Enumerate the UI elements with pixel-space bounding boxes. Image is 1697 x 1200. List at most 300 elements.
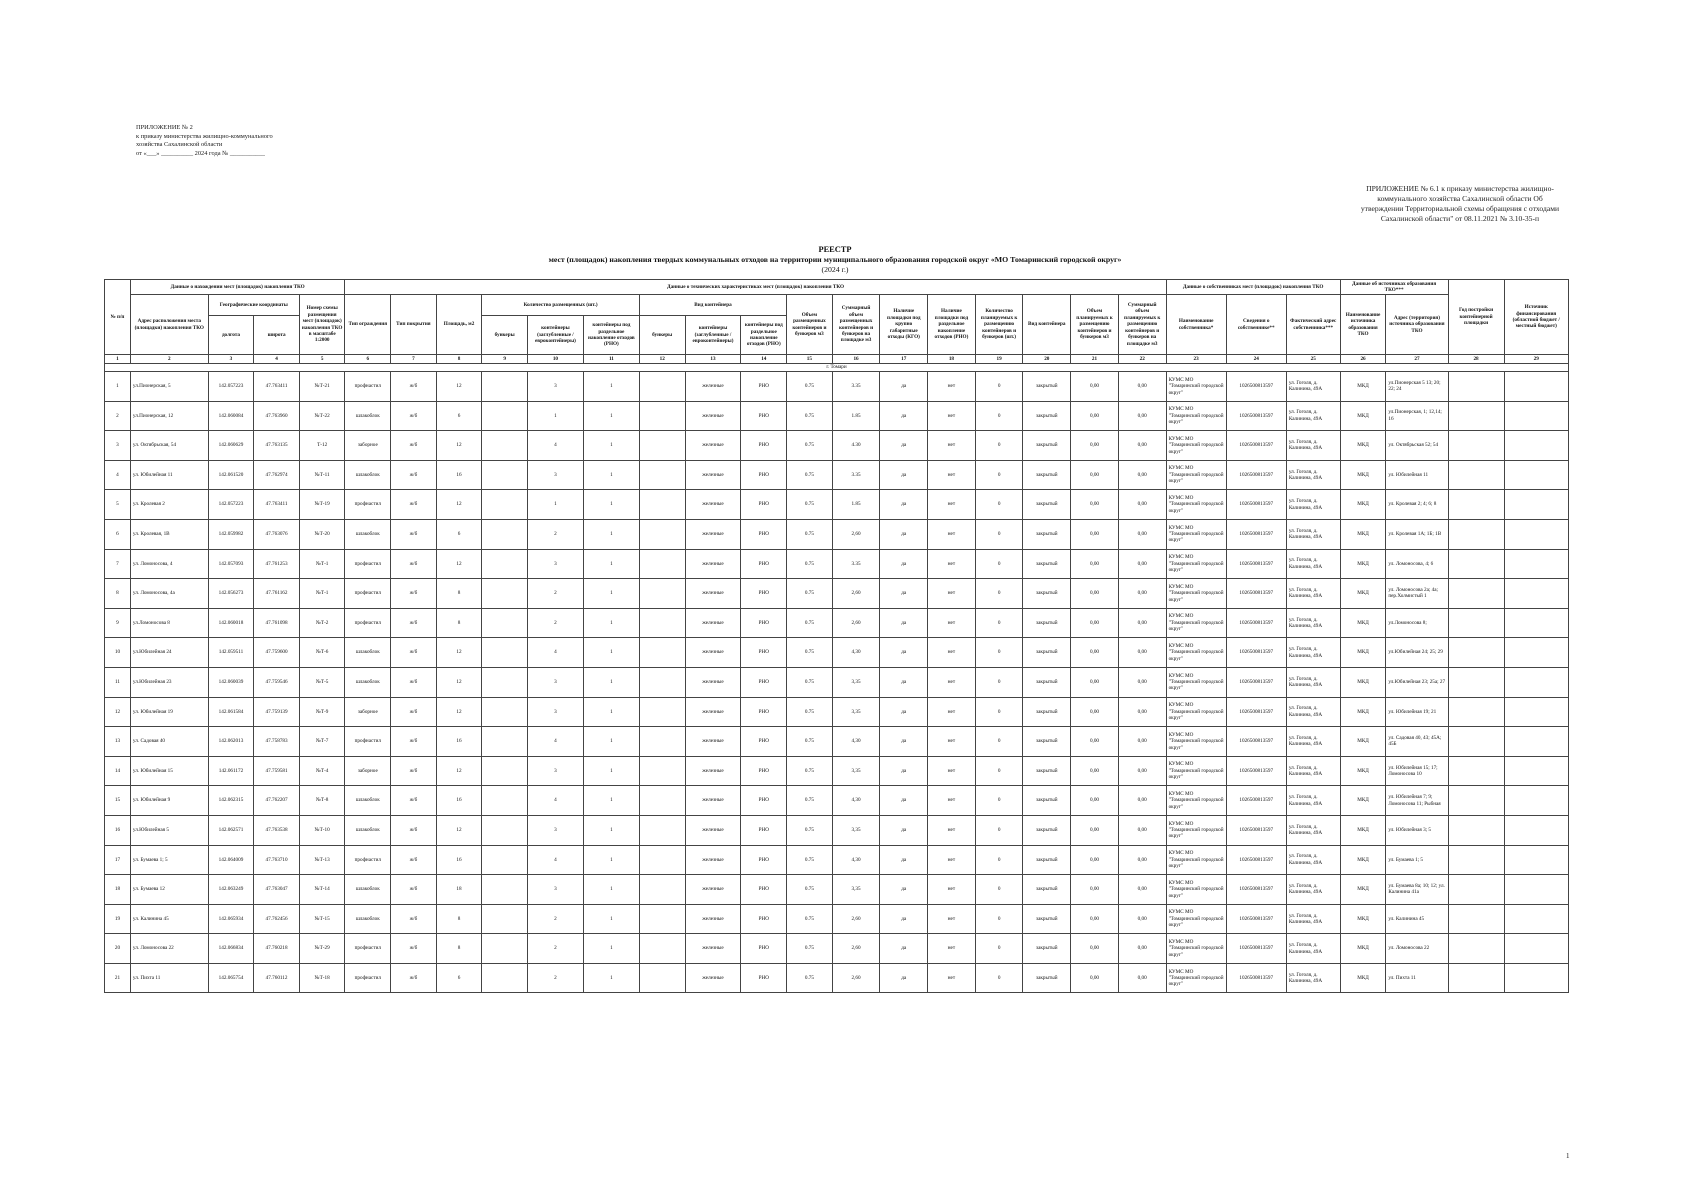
header-kind-bunkers: бункеры [639, 316, 685, 355]
header-planned-qty: Количество планируемых к размещению контейнеров и бункеров (шт.) [975, 295, 1023, 355]
planned-volume-cell: 0,00 [1071, 401, 1119, 431]
owner-name-cell: КУМС МО "Томаринский городской округ" [1166, 756, 1226, 786]
table-row [105, 579, 1569, 609]
owner-address-cell: ул. Гоголя, д. Калинина, 49А [1286, 667, 1340, 697]
container-type-cell: закрытый [1023, 815, 1071, 845]
container-type-cell: закрытый [1023, 460, 1071, 490]
scheme-cell: №Т-20 [299, 519, 345, 549]
bunkers-cell [482, 756, 528, 786]
planned-volume-cell: 0,00 [1071, 786, 1119, 816]
planned-volume-cell: 0,00 [1071, 638, 1119, 668]
planned-volume-cell: 0,00 [1071, 372, 1119, 402]
source-address-cell: ул.Юбилейная 23; 25а; 27 [1386, 667, 1448, 697]
owner-address-cell: ул. Гоголя, д. Калинина, 49А [1286, 904, 1340, 934]
planned-qty-cell: 0 [975, 579, 1023, 609]
kind-bunkers-cell [639, 667, 685, 697]
owner-address-cell: ул. Гоголя, д. Калинина, 49А [1286, 638, 1340, 668]
kgo-cell: да [880, 875, 928, 905]
total-volume-cell: 3,35 [832, 875, 880, 905]
header-volume: Объем размещенных контейнеров и бункеров м3 [787, 295, 833, 355]
scheme-cell: №Т-14 [299, 875, 345, 905]
bunkers-cell [482, 401, 528, 431]
latitude-cell: 47.763960 [254, 401, 300, 431]
planned-volume-cell: 0,00 [1071, 756, 1119, 786]
owner-name-cell: КУМС МО "Томаринский городской округ" [1166, 963, 1226, 993]
longitude-cell: 142.064009 [208, 845, 254, 875]
volume-cell: 0.75 [787, 815, 833, 845]
year-cell [1448, 845, 1504, 875]
volume-cell: 0.75 [787, 934, 833, 964]
row-number: 9 [105, 608, 131, 638]
table-row [105, 401, 1569, 431]
rno-kind-cell: РНО [741, 579, 787, 609]
scheme-cell: №Т-29 [299, 934, 345, 964]
source-name-cell: МКД [1340, 727, 1386, 757]
latitude-cell: 47.762974 [254, 460, 300, 490]
planned-qty-cell: 0 [975, 875, 1023, 905]
source-name-cell: МКД [1340, 815, 1386, 845]
fence-type-cell: шлакоблок [345, 638, 391, 668]
owner-info-cell: 1026500813597 [1226, 608, 1286, 638]
kind-bunkers-cell [639, 431, 685, 461]
city-row [105, 364, 1569, 372]
container-kind-cell: железные [685, 519, 741, 549]
funding-cell [1504, 460, 1568, 490]
planned-total-cell: 0,00 [1118, 490, 1166, 520]
cover-type-cell: ж/б [391, 845, 437, 875]
rno-kind-cell: РНО [741, 756, 787, 786]
latitude-cell: 47.763411 [254, 372, 300, 402]
owner-address-cell: ул. Гоголя, д. Калинина, 49А [1286, 786, 1340, 816]
owner-name-cell: КУМС МО "Томаринский городской округ" [1166, 638, 1226, 668]
header-address: Адрес расположения места (площадки) накопления ТКО [130, 295, 208, 355]
address-cell: ул.Юбилейная 5 [130, 815, 208, 845]
owner-name-cell: КУМС МО "Томаринский городской округ" [1166, 727, 1226, 757]
registry-body [105, 364, 1569, 993]
rno-kind-cell: РНО [741, 934, 787, 964]
kgo-cell: да [880, 549, 928, 579]
column-number: 19 [975, 355, 1023, 364]
planned-volume-cell: 0,00 [1071, 727, 1119, 757]
containers-count-cell: 3 [527, 875, 583, 905]
year-cell [1448, 431, 1504, 461]
area-cell: 12 [436, 638, 482, 668]
column-number: 11 [583, 355, 639, 364]
latitude-cell: 47.762456 [254, 904, 300, 934]
column-number: 27 [1386, 355, 1448, 364]
owner-address-cell: ул. Гоголя, д. Калинина, 49А [1286, 727, 1340, 757]
row-number: 16 [105, 815, 131, 845]
address-cell: ул. Садовая 40 [130, 727, 208, 757]
fence-type-cell: заборное [345, 697, 391, 727]
longitude-cell: 142.059982 [208, 519, 254, 549]
planned-qty-cell: 0 [975, 638, 1023, 668]
scheme-cell: №Т-15 [299, 904, 345, 934]
address-cell: ул.Пионерская, 12 [130, 401, 208, 431]
planned-volume-cell: 0,00 [1071, 460, 1119, 490]
source-name-cell: МКД [1340, 934, 1386, 964]
rno-count-cell: 1 [583, 756, 639, 786]
owner-name-cell: КУМС МО "Томаринский городской округ" [1166, 845, 1226, 875]
volume-cell: 0.75 [787, 727, 833, 757]
longitude-cell: 142.060629 [208, 431, 254, 461]
kgo-cell: да [880, 519, 928, 549]
planned-volume-cell: 0,00 [1071, 608, 1119, 638]
planned-total-cell: 0,00 [1118, 786, 1166, 816]
column-number: 22 [1118, 355, 1166, 364]
owner-address-cell: ул. Гоголя, д. Калинина, 49А [1286, 934, 1340, 964]
container-kind-cell: железные [685, 963, 741, 993]
containers-count-cell: 2 [527, 904, 583, 934]
total-volume-cell: 3,35 [832, 756, 880, 786]
rno-kind-cell: РНО [741, 667, 787, 697]
address-cell: ул. Октябрьская, 54 [130, 431, 208, 461]
planned-total-cell: 0,00 [1118, 815, 1166, 845]
source-address-cell: ул.Ломоносова 8; [1386, 608, 1448, 638]
container-type-cell: закрытый [1023, 845, 1071, 875]
source-address-cell: ул. Октябрьская 52; 54 [1386, 431, 1448, 461]
source-name-cell: МКД [1340, 519, 1386, 549]
planned-volume-cell: 0,00 [1071, 667, 1119, 697]
rno-count-cell: 1 [583, 549, 639, 579]
rno-count-cell: 1 [583, 786, 639, 816]
header-kgo: Наличие площадки под крупно габаритные отходы (КГО) [880, 295, 928, 355]
funding-cell [1504, 875, 1568, 905]
column-number: 4 [254, 355, 300, 364]
kgo-cell: да [880, 431, 928, 461]
rno-count-cell: 1 [583, 372, 639, 402]
longitude-cell: 142.062315 [208, 786, 254, 816]
scheme-cell: №Т-11 [299, 460, 345, 490]
planned-qty-cell: 0 [975, 431, 1023, 461]
owner-name-cell: КУМС МО "Томаринский городской округ" [1166, 875, 1226, 905]
planned-volume-cell: 0,00 [1071, 875, 1119, 905]
latitude-cell: 47.760112 [254, 963, 300, 993]
column-number-row [105, 355, 1569, 364]
rno-area-cell: нет [928, 608, 976, 638]
owner-name-cell: КУМС МО "Томаринский городской округ" [1166, 815, 1226, 845]
kgo-cell: да [880, 401, 928, 431]
kgo-cell: да [880, 756, 928, 786]
owner-info-cell: 1026500813597 [1226, 490, 1286, 520]
container-type-cell: закрытый [1023, 667, 1071, 697]
address-cell: ул. Ломоносова, 4 [130, 549, 208, 579]
volume-cell: 0.75 [787, 490, 833, 520]
row-number: 15 [105, 786, 131, 816]
address-cell: ул. Юбилейная 15 [130, 756, 208, 786]
address-cell: ул. Юбилейная 11 [130, 460, 208, 490]
area-cell: 6 [436, 519, 482, 549]
kgo-cell: да [880, 963, 928, 993]
rno-count-cell: 1 [583, 460, 639, 490]
funding-cell [1504, 431, 1568, 461]
bunkers-cell [482, 431, 528, 461]
kgo-cell: да [880, 638, 928, 668]
source-address-cell: ул. Пихта 11 [1386, 963, 1448, 993]
rno-count-cell: 1 [583, 490, 639, 520]
containers-count-cell: 2 [527, 579, 583, 609]
cover-type-cell: ж/б [391, 697, 437, 727]
planned-volume-cell: 0,00 [1071, 963, 1119, 993]
fence-type-cell: шлакоблок [345, 815, 391, 845]
volume-cell: 0.75 [787, 963, 833, 993]
bunkers-cell [482, 727, 528, 757]
source-address-cell: ул. Юбилейная 3; 5 [1386, 815, 1448, 845]
area-cell: 8 [436, 579, 482, 609]
container-kind-cell: железные [685, 638, 741, 668]
planned-qty-cell: 0 [975, 460, 1023, 490]
planned-total-cell: 0,00 [1118, 431, 1166, 461]
table-row [105, 727, 1569, 757]
longitude-cell: 142.063249 [208, 875, 254, 905]
kind-bunkers-cell [639, 786, 685, 816]
source-address-cell: ул. Ломоносова 22 [1386, 934, 1448, 964]
scheme-cell: Т-12 [299, 431, 345, 461]
rno-area-cell: нет [928, 372, 976, 402]
column-number: 6 [345, 355, 391, 364]
rno-count-cell: 1 [583, 875, 639, 905]
owner-info-cell: 1026500813597 [1226, 697, 1286, 727]
containers-count-cell: 4 [527, 431, 583, 461]
column-number: 15 [787, 355, 833, 364]
fence-type-cell: профнастил [345, 963, 391, 993]
latitude-cell: 47.759546 [254, 667, 300, 697]
containers-count-cell: 4 [527, 786, 583, 816]
fence-type-cell: шлакоблок [345, 519, 391, 549]
planned-total-cell: 0,00 [1118, 372, 1166, 402]
rno-area-cell: нет [928, 519, 976, 549]
source-address-cell: ул. Юбилейная 15; 17; Ломоносова 10 [1386, 756, 1448, 786]
container-kind-cell: железные [685, 815, 741, 845]
year-cell [1448, 490, 1504, 520]
header-total-volume: Суммарный объем размещенных контейнеров и бункеров на площадке м3 [832, 295, 880, 355]
owner-name-cell: КУМС МО "Томаринский городской округ" [1166, 608, 1226, 638]
rno-area-cell: нет [928, 697, 976, 727]
table-row [105, 845, 1569, 875]
owner-address-cell: ул. Гоголя, д. Калинина, 49А [1286, 460, 1340, 490]
volume-cell: 0.75 [787, 460, 833, 490]
bunkers-cell [482, 460, 528, 490]
volume-cell: 0.75 [787, 697, 833, 727]
latitude-cell: 47.761098 [254, 608, 300, 638]
funding-cell [1504, 401, 1568, 431]
header-right-line: утверждении Территориальной схемы обращения с отходами [1360, 204, 1560, 213]
year-cell [1448, 904, 1504, 934]
rno-count-cell: 1 [583, 845, 639, 875]
volume-cell: 0.75 [787, 904, 833, 934]
cover-type-cell: ж/б [391, 963, 437, 993]
source-name-cell: МКД [1340, 401, 1386, 431]
planned-total-cell: 0,00 [1118, 519, 1166, 549]
containers-count-cell: 3 [527, 372, 583, 402]
containers-count-cell: 2 [527, 608, 583, 638]
owner-address-cell: ул. Гоголя, д. Калинина, 49А [1286, 579, 1340, 609]
row-number: 18 [105, 875, 131, 905]
planned-total-cell: 0,00 [1118, 875, 1166, 905]
longitude-cell: 142.057093 [208, 549, 254, 579]
fence-type-cell: профнастил [345, 372, 391, 402]
container-type-cell: закрытый [1023, 608, 1071, 638]
row-number: 21 [105, 963, 131, 993]
rno-area-cell: нет [928, 756, 976, 786]
planned-total-cell: 0,00 [1118, 845, 1166, 875]
header-kind: Вид контейнера [639, 295, 786, 316]
kind-bunkers-cell [639, 460, 685, 490]
container-type-cell: закрытый [1023, 401, 1071, 431]
kgo-cell: да [880, 727, 928, 757]
rno-kind-cell: РНО [741, 845, 787, 875]
containers-count-cell: 3 [527, 756, 583, 786]
year-cell [1448, 460, 1504, 490]
rno-count-cell: 1 [583, 934, 639, 964]
planned-volume-cell: 0,00 [1071, 934, 1119, 964]
header-fence: Тип ограждения [345, 295, 391, 355]
owner-address-cell: ул. Гоголя, д. Калинина, 49А [1286, 490, 1340, 520]
owner-name-cell: КУМС МО "Томаринский городской округ" [1166, 549, 1226, 579]
longitude-cell: 142.057223 [208, 490, 254, 520]
planned-qty-cell: 0 [975, 934, 1023, 964]
source-address-cell: ул. Юбилейная 19; 21 [1386, 697, 1448, 727]
fence-type-cell: шлакоблок [345, 667, 391, 697]
scheme-cell: №Т-10 [299, 815, 345, 845]
area-cell: 16 [436, 727, 482, 757]
funding-cell [1504, 490, 1568, 520]
funding-cell [1504, 756, 1568, 786]
owner-address-cell: ул. Гоголя, д. Калинина, 49А [1286, 845, 1340, 875]
container-kind-cell: железные [685, 875, 741, 905]
fence-type-cell: заборное [345, 756, 391, 786]
funding-cell [1504, 519, 1568, 549]
column-number: 16 [832, 355, 880, 364]
longitude-cell: 142.066834 [208, 934, 254, 964]
planned-volume-cell: 0,00 [1071, 697, 1119, 727]
latitude-cell: 47.759139 [254, 697, 300, 727]
address-cell: ул. Ломоносова 22 [130, 934, 208, 964]
rno-kind-cell: РНО [741, 875, 787, 905]
volume-cell: 0.75 [787, 667, 833, 697]
total-volume-cell: 4,30 [832, 727, 880, 757]
address-cell: ул. Пихта 11 [130, 963, 208, 993]
planned-total-cell: 0,00 [1118, 934, 1166, 964]
page-number: 1 [1566, 1152, 1570, 1160]
rno-count-cell: 1 [583, 963, 639, 993]
area-cell: 12 [436, 431, 482, 461]
container-type-cell: закрытый [1023, 934, 1071, 964]
planned-qty-cell: 0 [975, 904, 1023, 934]
latitude-cell: 47.759600 [254, 638, 300, 668]
owner-info-cell: 1026500813597 [1226, 431, 1286, 461]
containers-count-cell: 2 [527, 963, 583, 993]
funding-cell [1504, 667, 1568, 697]
scheme-cell: №Т-2 [299, 608, 345, 638]
rno-area-cell: нет [928, 490, 976, 520]
address-cell: ул. Кролевая 2 [130, 490, 208, 520]
latitude-cell: 47.759581 [254, 756, 300, 786]
containers-count-cell: 3 [527, 667, 583, 697]
total-volume-cell: 2,60 [832, 904, 880, 934]
source-name-cell: МКД [1340, 756, 1386, 786]
area-cell: 12 [436, 756, 482, 786]
column-number: 10 [527, 355, 583, 364]
owner-name-cell: КУМС МО "Томаринский городской округ" [1166, 372, 1226, 402]
header-owner-info: Сведения о собственнике** [1226, 295, 1286, 355]
rno-area-cell: нет [928, 667, 976, 697]
header-num: № п/п [105, 280, 131, 355]
volume-cell: 0.75 [787, 401, 833, 431]
latitude-cell: 47.763135 [254, 431, 300, 461]
table-row [105, 667, 1569, 697]
address-cell: ул.Ломоносова 8 [130, 608, 208, 638]
owner-info-cell: 1026500813597 [1226, 786, 1286, 816]
header-owner-addr: Фактический адрес собственника*** [1286, 295, 1340, 355]
volume-cell: 0.75 [787, 431, 833, 461]
planned-volume-cell: 0,00 [1071, 904, 1119, 934]
owner-address-cell: ул. Гоголя, д. Калинина, 49А [1286, 519, 1340, 549]
address-cell: ул. Ломоносова, 4а [130, 579, 208, 609]
column-number: 3 [208, 355, 254, 364]
total-volume-cell: 1.85 [832, 490, 880, 520]
area-cell: 12 [436, 490, 482, 520]
planned-qty-cell: 0 [975, 372, 1023, 402]
kgo-cell: да [880, 934, 928, 964]
total-volume-cell: 3,35 [832, 667, 880, 697]
kgo-cell: да [880, 372, 928, 402]
longitude-cell: 142.059511 [208, 638, 254, 668]
fence-type-cell: шлакоблок [345, 875, 391, 905]
table-row [105, 638, 1569, 668]
cover-type-cell: ж/б [391, 579, 437, 609]
latitude-cell: 47.763047 [254, 875, 300, 905]
kind-bunkers-cell [639, 756, 685, 786]
container-type-cell: закрытый [1023, 727, 1071, 757]
planned-qty-cell: 0 [975, 608, 1023, 638]
header-cont-type: Вид контейнера [1023, 295, 1071, 355]
cover-type-cell: ж/б [391, 875, 437, 905]
owner-address-cell: ул. Гоголя, д. Калинина, 49А [1286, 372, 1340, 402]
planned-qty-cell: 0 [975, 845, 1023, 875]
row-number: 14 [105, 756, 131, 786]
header-scheme: Номер схемы размещения мест (площадок) накопления ТКО в масштабе 1:2000 [299, 295, 345, 355]
owner-name-cell: КУМС МО "Томаринский городской округ" [1166, 579, 1226, 609]
planned-qty-cell: 0 [975, 549, 1023, 579]
year-cell [1448, 519, 1504, 549]
row-number: 19 [105, 904, 131, 934]
funding-cell [1504, 904, 1568, 934]
appendix-header-left [136, 124, 273, 158]
rno-kind-cell: РНО [741, 608, 787, 638]
container-kind-cell: железные [685, 934, 741, 964]
rno-kind-cell: РНО [741, 519, 787, 549]
header-right-line: Сахалинской области" от 08.11.2021 № 3.10-35-п [1380, 214, 1540, 223]
container-type-cell: закрытый [1023, 963, 1071, 993]
kind-bunkers-cell [639, 401, 685, 431]
kind-bunkers-cell [639, 608, 685, 638]
owner-info-cell: 1026500813597 [1226, 727, 1286, 757]
planned-volume-cell: 0,00 [1071, 519, 1119, 549]
owner-info-cell: 1026500813597 [1226, 549, 1286, 579]
kind-bunkers-cell [639, 815, 685, 845]
owner-address-cell: ул. Гоголя, д. Калинина, 49А [1286, 815, 1340, 845]
rno-count-cell: 1 [583, 727, 639, 757]
rno-area-cell: нет [928, 786, 976, 816]
rno-area-cell: нет [928, 549, 976, 579]
area-cell: 6 [436, 963, 482, 993]
kgo-cell: да [880, 460, 928, 490]
fence-type-cell: профнастил [345, 934, 391, 964]
owner-address-cell: ул. Гоголя, д. Калинина, 49А [1286, 875, 1340, 905]
volume-cell: 0.75 [787, 549, 833, 579]
kind-bunkers-cell [639, 549, 685, 579]
